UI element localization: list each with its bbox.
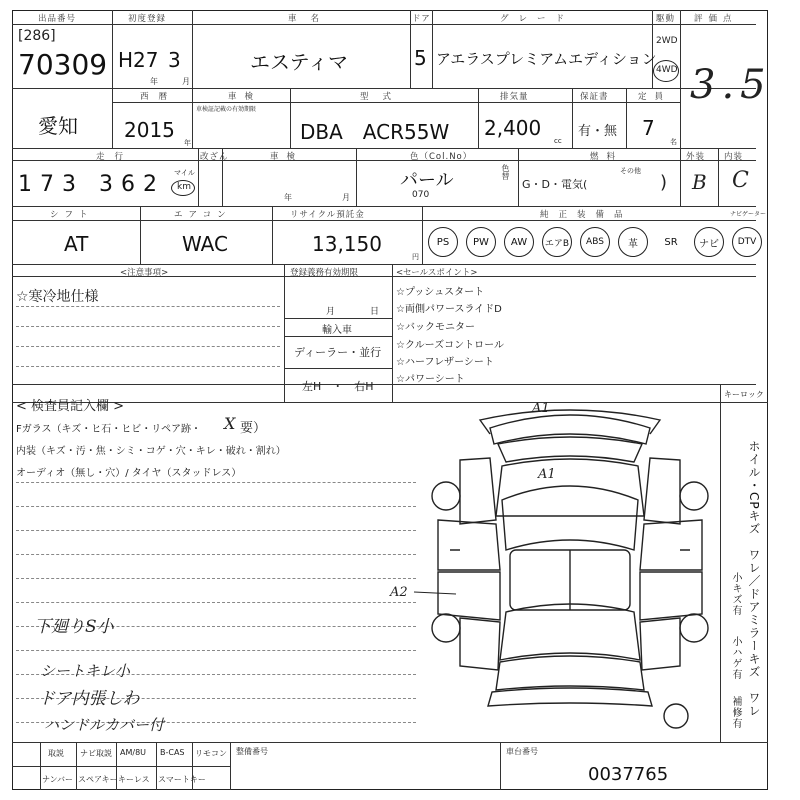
import-label: 輸入車 — [322, 325, 352, 336]
color: パール — [400, 170, 454, 191]
sales-point: ☆プッシュスタート — [396, 287, 485, 298]
drive-4wd: 4WD — [656, 65, 678, 75]
inspection-date-label: 車検 — [270, 152, 304, 162]
equipment-ps: PS — [428, 227, 458, 257]
capacity: 7 — [642, 116, 655, 140]
grade-label: グレード — [500, 14, 575, 24]
audio-tire-line: オーディオ（無し・穴）/ タイヤ（スタッドレス） — [16, 468, 242, 479]
lot-number: 70309 — [18, 48, 108, 81]
recycle-unit: 円 — [412, 253, 419, 261]
notice-label: <注意事項> — [120, 268, 169, 278]
shift-label: シフト — [50, 210, 94, 220]
grade: アエラスプレミアムエディション — [436, 50, 657, 68]
lot-number-label: 出品番号 — [38, 14, 77, 24]
car-name: エスティマ — [250, 50, 348, 74]
handwritten-note: ドア内張しわ — [38, 689, 140, 709]
equipment-navi: ナビ — [694, 227, 724, 257]
aircon: WAC — [182, 232, 228, 256]
registration-day: 日 — [370, 307, 380, 317]
interior-line: 内装（キズ・汚・焦・シミ・コゲ・穴・キレ・破れ・割れ） — [16, 446, 286, 457]
sales-point: ☆バックモニター — [396, 322, 475, 333]
first-registration-month: 3 — [168, 48, 181, 72]
damage-mark-left-door: A2 — [390, 585, 408, 600]
car-name-label: 車名 — [288, 14, 334, 24]
equipment-airbag: エアB — [542, 227, 572, 257]
damage-mark-front-bumper: A1 — [532, 401, 550, 416]
color-number: 070 — [412, 190, 430, 200]
windshield-required: 要） — [240, 421, 267, 436]
first-registration-era: H27 — [118, 48, 159, 72]
equipment-label: 純正装備品 — [540, 210, 633, 220]
footer-plate: ナンバー — [42, 775, 74, 784]
fuel-label: 燃料 — [590, 152, 624, 162]
color-label: 色（Col.No） — [410, 152, 473, 162]
displacement: 2,400 — [484, 116, 542, 140]
drive-2wd: 2WD — [656, 36, 678, 46]
interior-label: 内装 — [724, 152, 744, 162]
inspection-year-unit: 年 — [284, 193, 292, 202]
footer-remote: リモコン — [195, 749, 227, 758]
registration-deadline-label: 登録義務有効期限 — [290, 268, 359, 278]
aircon-label: エアコン — [174, 210, 232, 220]
doors: 5 — [414, 46, 427, 70]
legend-small-scratch: 小キズ有 — [730, 572, 741, 616]
model-code: DBA ACR55W — [300, 120, 450, 144]
exterior-grade: B — [692, 170, 707, 194]
footer-bcas: B-CAS — [160, 748, 185, 757]
capacity-label: 定員 — [638, 92, 672, 102]
renewal-label: 改ざん — [200, 152, 229, 162]
sales-point: ☆クルーズコントロール — [396, 340, 504, 351]
score: 3.5 — [690, 62, 772, 108]
warranty-options: 有・無 — [578, 124, 618, 139]
interior-grade: C — [732, 168, 749, 193]
displacement-label: 排気量 — [500, 92, 529, 102]
legend-small-peel: 小ハゲ有 — [730, 636, 741, 680]
notice-text: ☆寒冷地仕様 — [16, 289, 99, 305]
car-damage-diagram — [390, 400, 720, 740]
damage-mark-hood: A1 — [538, 467, 556, 482]
model-year-label: 西暦 — [140, 92, 178, 102]
mileage-unit-km: km — [177, 182, 191, 192]
footer-manual: 取説 — [48, 749, 64, 758]
footer-spare-key: スペアキー — [78, 775, 118, 784]
key-lock-label: キーロック — [724, 390, 764, 399]
service-number-label: 整備番号 — [236, 747, 268, 756]
lot-bracket: [286] — [18, 28, 56, 44]
inspector-title: < 検査員記入欄 > — [16, 399, 125, 414]
mileage-unit-miles: マイル — [174, 169, 195, 177]
sales-point: ☆両側パワースライドD — [396, 304, 502, 315]
steering-side: 左H ・ 右H — [302, 380, 374, 393]
sales-point: ☆パワーシート — [396, 374, 465, 385]
equipment-dtv: DTV — [732, 227, 762, 257]
year-unit: 年 — [150, 77, 158, 86]
windshield-mark: X — [224, 414, 236, 433]
doors-label: ドア — [412, 14, 431, 24]
equipment-sunroof: SR — [664, 236, 678, 248]
frame-number-label: 車台番号 — [506, 747, 538, 756]
capacity-unit: 名 — [670, 138, 677, 146]
model-label: 型式 — [360, 92, 406, 102]
exterior-label: 外装 — [686, 152, 706, 162]
shift: AT — [64, 232, 89, 256]
footer-nav-manual: ナビ取説 — [80, 749, 112, 758]
handwritten-note: ハンドルカバー付 — [44, 716, 165, 734]
footer-am: AM/8U — [120, 748, 147, 757]
drive-label: 駆動 — [656, 14, 676, 24]
mileage-label: 走行 — [96, 152, 134, 162]
fuel-other-label: その他 — [620, 167, 641, 175]
region: 愛知 — [38, 114, 78, 138]
recycle-label: リサイクル預託金 — [290, 210, 365, 220]
equipment-aw: AW — [504, 227, 534, 257]
footer-keyless: キーレス — [118, 775, 150, 784]
month-unit: 月 — [182, 77, 190, 86]
displacement-unit: cc — [554, 137, 562, 145]
color-change-label: 色替 — [501, 164, 510, 180]
score-label: 評価点 — [694, 14, 738, 24]
fuel-close: ) — [660, 172, 668, 193]
handwritten-note: シートキレ小 — [40, 662, 130, 680]
dealer-parallel: ディーラー・並行 — [294, 346, 382, 359]
model-year-unit: 年 — [184, 139, 191, 147]
inspection-sublabel: 車検証記載の有効期限 — [196, 106, 257, 113]
frame-number: 0037765 — [588, 764, 669, 785]
footer-smart-key: スマートキー — [158, 775, 206, 784]
windshield-line: Fガラス（キズ・ヒ石・ヒビ・リペア跡・ — [16, 424, 202, 435]
mileage: 173 362 — [18, 172, 165, 197]
registration-month: 月 — [326, 307, 336, 317]
warranty-label: 保証書 — [580, 92, 609, 102]
legend-repair: 補修有 — [730, 696, 741, 729]
recycle-fee: 13,150 — [312, 232, 382, 256]
equipment-leather: 革 — [618, 227, 648, 257]
inspection-month-unit: 月 — [342, 193, 350, 202]
sales-points-label: <セールスポイント> — [396, 268, 478, 278]
first-registration-label: 初度登録 — [128, 14, 167, 24]
damage-legend: ホイル・CPキズ ワレ／ドアミラーキズ ワレ — [747, 440, 761, 718]
handwritten-note: 下廻りS小 — [34, 617, 114, 637]
nav-header-label: ナビゲーター — [730, 211, 767, 218]
sales-point: ☆ハーフレザーシート — [396, 357, 494, 368]
model-year: 2015 — [124, 118, 175, 142]
inspection-label: 車検 — [228, 92, 262, 102]
equipment-pw: PW — [466, 227, 496, 257]
equipment-abs: ABS — [580, 227, 610, 257]
fuel-options: G・D・電気( — [522, 178, 588, 191]
